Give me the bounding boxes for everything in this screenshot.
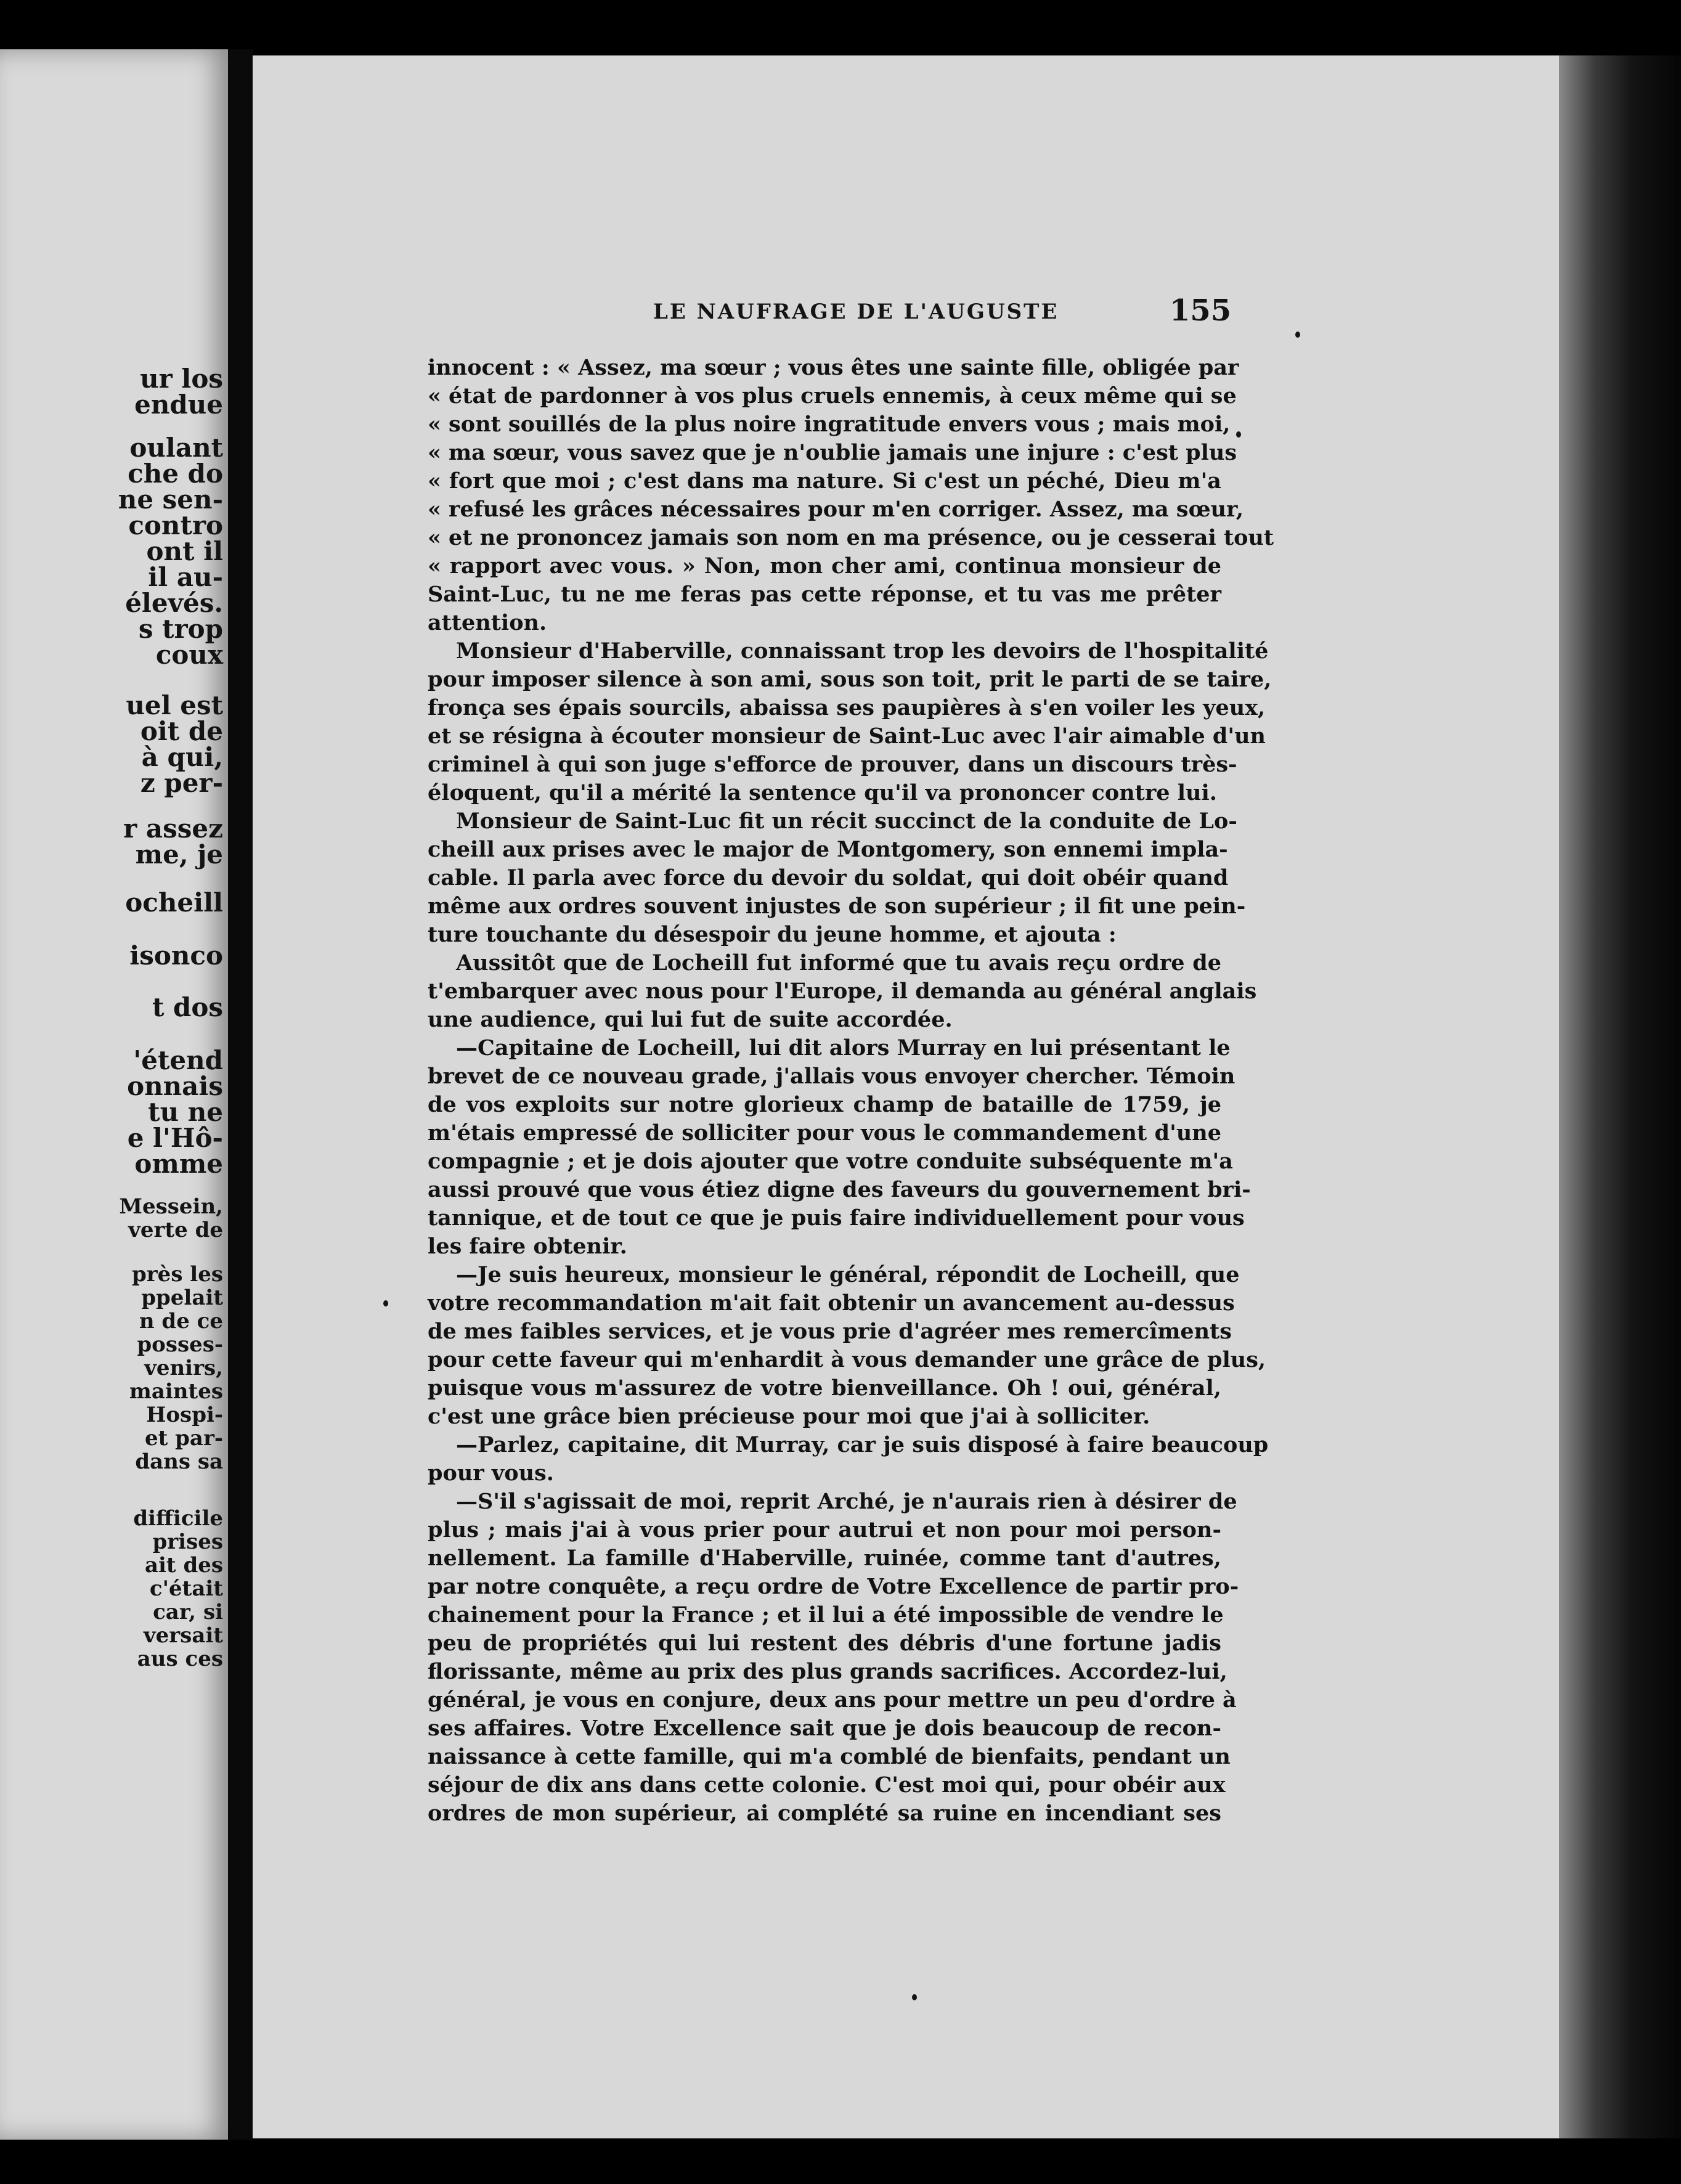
text-line: peu de propriétés qui lui restent des débris d'une fortune jadis <box>428 1631 1221 1656</box>
prev-line: aus ces <box>137 1647 223 1671</box>
speck <box>1236 431 1241 438</box>
page-number: 155 <box>1170 293 1232 328</box>
prev-line: 'étend <box>133 1045 223 1075</box>
text-line: —S'il s'agissait de moi, reprit Arché, je n'aurais rien à désirer de <box>456 1489 1237 1514</box>
prev-line: ocheill <box>125 887 223 918</box>
prev-line: che do <box>128 458 223 489</box>
speck <box>912 1994 917 2000</box>
text-line: brevet de ce nouveau grade, j'allais vous envoyer chercher. Témoin <box>428 1064 1235 1089</box>
binding-gutter <box>228 49 253 2140</box>
text-line: général, je vous en conjure, deux ans pour mettre un peu d'ordre à <box>428 1687 1237 1713</box>
text-line: « état de pardonner à vos plus cruels ennemis, à ceux même qui se <box>428 383 1237 409</box>
text-line: florissante, même au prix des plus grands sacrifices. Accordez-lui, <box>428 1659 1227 1684</box>
prev-line: ait des <box>144 1553 223 1578</box>
text-line: « refusé les grâces nécessaires pour m'en corriger. Assez, ma sœur, <box>428 497 1244 522</box>
text-line: criminel à qui son juge s'efforce de prouver, dans un discours très- <box>428 752 1237 777</box>
prev-line: verte de <box>128 1218 223 1242</box>
text-line: m'étais empressé de solliciter pour vous le commandement d'une <box>428 1120 1221 1146</box>
prev-line: dans sa <box>135 1449 223 1474</box>
prev-line: oit de <box>140 716 223 746</box>
text-line: tannique, et de tout ce que je puis faire individuellement pour vous <box>428 1205 1245 1231</box>
prev-line: près les <box>132 1262 223 1287</box>
prev-line: venirs, <box>144 1356 223 1380</box>
text-line: « ma sœur, vous savez que je n'oublie jamais une injure : c'est plus <box>428 440 1237 465</box>
text-line: une audience, qui lui fut de suite accordée. <box>428 1007 953 1032</box>
prev-line: ont il <box>146 536 223 566</box>
text-line: —Parlez, capitaine, dit Murray, car je suis disposé à faire beaucoup <box>456 1432 1269 1457</box>
text-line: votre recommandation m'ait fait obtenir un avancement au-dessus <box>428 1290 1235 1316</box>
text-line: plus ; mais j'ai à vous prier pour autrui et non pour moi person- <box>428 1517 1221 1542</box>
prev-line: Hospi- <box>146 1403 223 1427</box>
text-line: puisque vous m'assurez de votre bienveillance. Oh ! oui, général, <box>428 1375 1221 1401</box>
text-line: ses affaires. Votre Excellence sait que je dois beaucoup de recon- <box>428 1716 1221 1741</box>
prev-line: ne sen- <box>118 484 223 515</box>
prev-line: et par- <box>144 1426 223 1451</box>
prev-line: oulant <box>129 433 223 463</box>
prev-line: difficile <box>133 1506 223 1531</box>
text-line: c'est une grâce bien précieuse pour moi que j'ai à solliciter. <box>428 1404 1150 1429</box>
text-line: éloquent, qu'il a mérité la sentence qu'il va prononcer contre lui. <box>428 780 1217 805</box>
text-line: « et ne prononcez jamais son nom en ma présence, ou je cesserai tout <box>428 525 1274 550</box>
text-line: de vos exploits sur notre glorieux champ de bataille de 1759, je <box>428 1092 1221 1117</box>
prev-line: uel est <box>126 690 223 720</box>
text-line: cheill aux prises avec le major de Montgomery, son ennemi impla- <box>428 837 1228 862</box>
text-line: pour vous. <box>428 1461 554 1486</box>
text-line: —Je suis heureux, monsieur le général, répondit de Locheill, que <box>456 1262 1240 1287</box>
text-line: ture touchante du désespoir du jeune homme, et ajouta : <box>428 922 1117 947</box>
prev-line: Messein, <box>119 1194 223 1219</box>
text-line: Saint-Luc, tu ne me feras pas cette réponse, et tu vas me prêter <box>428 582 1221 607</box>
prev-line: t dos <box>152 992 223 1022</box>
prev-line: car, si <box>153 1600 223 1624</box>
text-line: ordres de mon supérieur, ai complété sa ruine en incendiant ses <box>428 1801 1221 1826</box>
prev-line: e l'Hô- <box>127 1123 223 1153</box>
previous-page-fragment <box>0 49 228 2140</box>
prev-line: n de ce <box>139 1309 223 1334</box>
prev-line: endue <box>134 389 223 420</box>
prev-line: r assez <box>123 813 223 844</box>
text-line: innocent : « Assez, ma sœur ; vous êtes une sainte fille, obligée par <box>428 355 1239 380</box>
prev-line: isonco <box>129 940 223 971</box>
prev-line: versait <box>143 1623 223 1648</box>
speck <box>383 1300 388 1306</box>
text-line: attention. <box>428 610 547 635</box>
prev-line: onnais <box>127 1071 223 1101</box>
running-head: LE NAUFRAGE DE L'AUGUSTE <box>653 299 1059 324</box>
text-line: les faire obtenir. <box>428 1234 627 1259</box>
prev-line: c'était <box>149 1576 223 1601</box>
prev-line: me, je <box>135 839 223 870</box>
speck <box>1295 332 1300 338</box>
text-line: et se résigna à écouter monsieur de Saint-Luc avec l'air aimable d'un <box>428 723 1266 749</box>
prev-line: tu ne <box>148 1097 223 1127</box>
prev-line: ppelait <box>141 1286 223 1310</box>
prev-line: ur los <box>140 364 223 394</box>
text-line: pour imposer silence à son ami, sous son toit, prit le parti de se taire, <box>428 667 1272 692</box>
text-line: séjour de dix ans dans cette colonie. C'est moi qui, pour obéir aux <box>428 1772 1226 1798</box>
text-line: Aussitôt que de Locheill fut informé que tu avais reçu ordre de <box>456 950 1221 976</box>
text-line: Monsieur de Saint-Luc fit un récit succinct de la conduite de Lo- <box>456 809 1237 834</box>
prev-line: contro <box>128 510 223 540</box>
text-line: « sont souillés de la plus noire ingratitude envers vous ; mais moi, <box>428 412 1231 437</box>
prev-line: s trop <box>138 614 223 644</box>
text-line: « rapport avec vous. » Non, mon cher ami, continua monsieur de <box>428 553 1221 579</box>
prev-line: à qui, <box>141 742 223 772</box>
prev-line: coux <box>155 640 223 670</box>
text-line: cable. Il parla avec force du devoir du soldat, qui doit obéir quand <box>428 865 1229 890</box>
text-line: compagnie ; et je dois ajouter que votre conduite subséquente m'a <box>428 1149 1233 1174</box>
prev-line: élevés. <box>125 588 223 618</box>
text-line: naissance à cette famille, qui m'a comblé de bienfaits, pendant un <box>428 1744 1231 1769</box>
page-edge-shadow <box>1559 55 1681 2138</box>
text-line: Monsieur d'Haberville, connaissant trop les devoirs de l'hospitalité <box>456 638 1269 664</box>
text-line: aussi prouvé que vous étiez digne des faveurs du gouvernement bri- <box>428 1177 1251 1202</box>
prev-line: maintes <box>129 1379 223 1404</box>
text-line: « fort que moi ; c'est dans ma nature. Si c'est un péché, Dieu m'a <box>428 468 1221 494</box>
prev-line: il au- <box>148 562 223 592</box>
prev-line: prises <box>152 1530 223 1554</box>
text-line: même aux ordres souvent injustes de son supérieur ; il fit une pein- <box>428 894 1246 919</box>
prev-line: posses- <box>137 1332 223 1357</box>
prev-line: omme <box>134 1149 223 1179</box>
text-line: chainement pour la France ; et il lui a été impossible de vendre le <box>428 1602 1224 1628</box>
text-line: par notre conquête, a reçu ordre de Votre Excellence de partir pro- <box>428 1574 1239 1599</box>
text-line: t'embarquer avec nous pour l'Europe, il demanda au général anglais <box>428 979 1257 1004</box>
text-line: pour cette faveur qui m'enhardit à vous demander une grâce de plus, <box>428 1347 1266 1372</box>
text-line: nellement. La famille d'Haberville, ruinée, comme tant d'autres, <box>428 1546 1221 1571</box>
text-line: —Capitaine de Locheill, lui dit alors Murray en lui présentant le <box>456 1035 1231 1061</box>
prev-line: z per- <box>140 768 223 798</box>
text-line: de mes faibles services, et je vous prie d'agréer mes remercîments <box>428 1319 1232 1344</box>
body-text <box>428 354 1274 1828</box>
text-line: fronça ses épais sourcils, abaissa ses paupières à s'en voiler les yeux, <box>428 695 1266 720</box>
